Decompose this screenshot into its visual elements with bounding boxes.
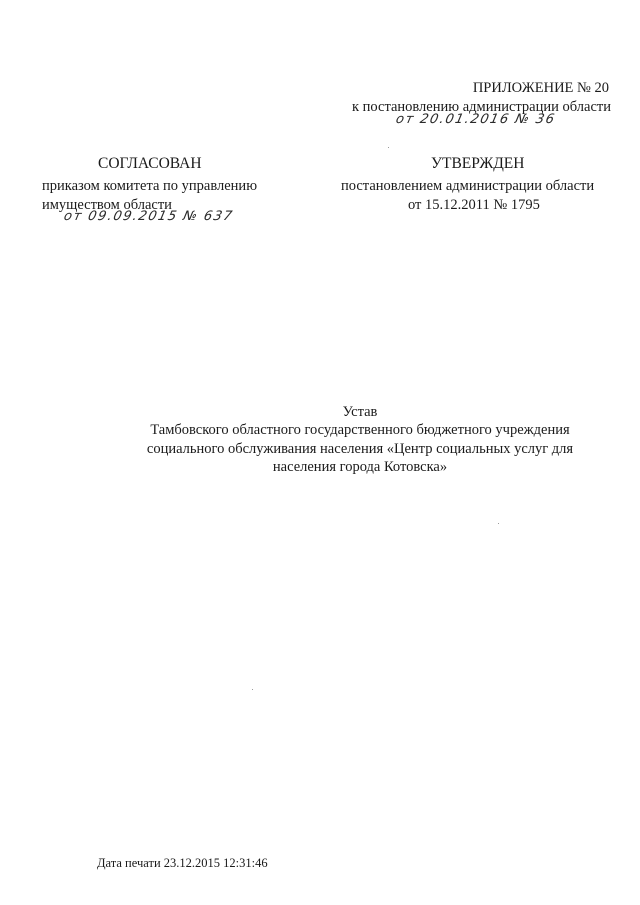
agreed-title: СОГЛАСОВАН — [98, 155, 202, 172]
charter-line-1: Тамбовского областного государственного бюджетного учреждения — [150, 422, 570, 438]
appendix-title: ПРИЛОЖЕНИЕ № 20 — [472, 80, 609, 96]
charter-line-2: социального обслуживания населения «Центр социальных услуг для — [146, 441, 574, 457]
scan-speck — [498, 523, 499, 524]
scan-speck — [388, 147, 389, 148]
charter-line-3: населения города Котовска» — [272, 459, 448, 475]
agreed-handwritten-date-number: от 09.09.2015 № 637 — [62, 209, 235, 224]
agreed-line-2: имуществом области — [42, 197, 172, 213]
appendix-handwritten-date-number: от 20.01.2016 № 36 — [394, 112, 558, 127]
scan-speck — [252, 689, 253, 690]
charter-title: Устав — [342, 404, 378, 420]
print-date: Дата печати 23.12.2015 12:31:46 — [97, 856, 268, 870]
approved-line-2: от 15.12.2011 № 1795 — [408, 197, 540, 213]
agreed-line-1: приказом комитета по управлению — [42, 178, 258, 194]
approved-line-1: постановлением администрации области — [341, 178, 595, 194]
approved-title: УТВЕРЖДЕН — [431, 155, 525, 172]
appendix-subtitle: к постановлению администрации области — [351, 99, 611, 115]
